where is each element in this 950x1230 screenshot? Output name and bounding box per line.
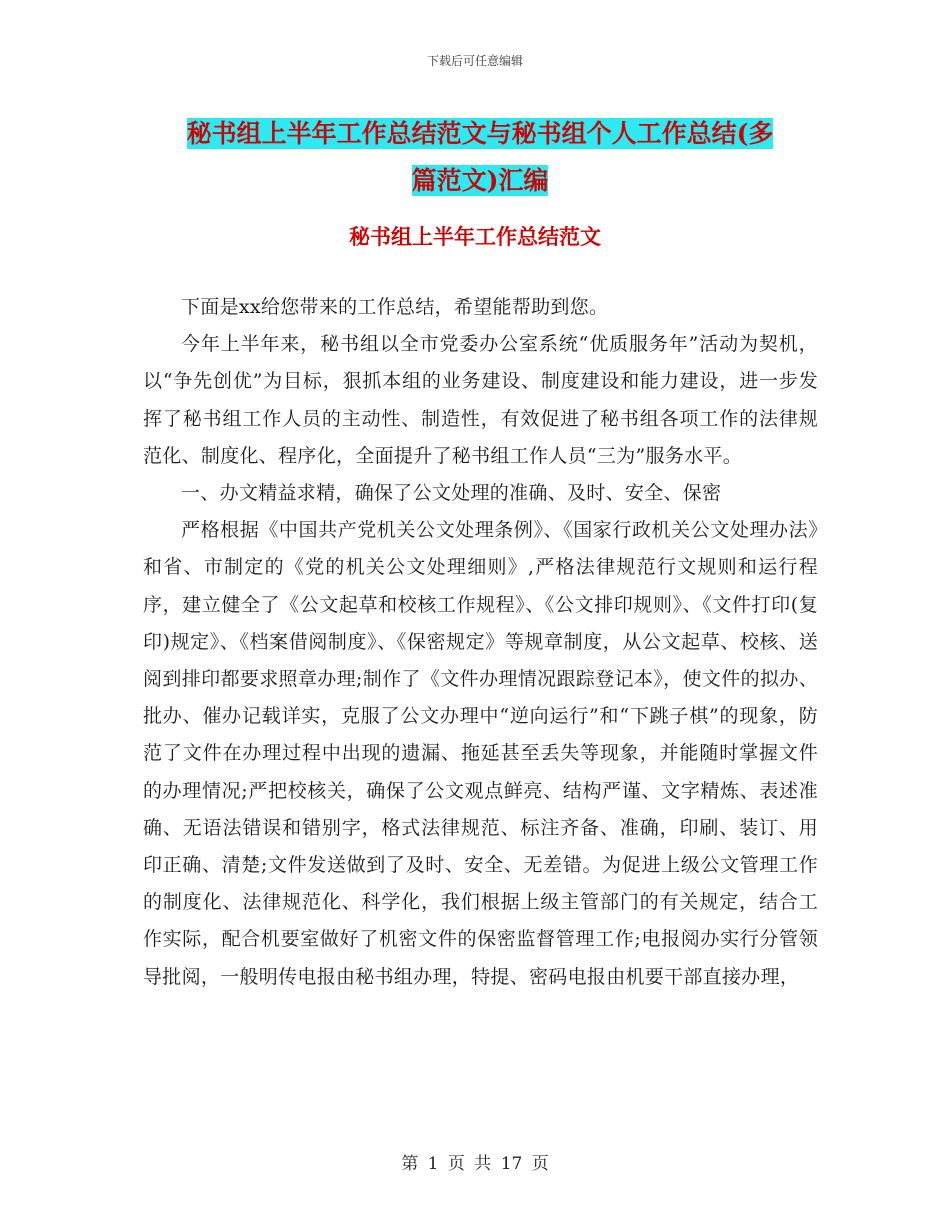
paragraph-overview: 今年上半年来，秘书组以全市党委办公室系统“优质服务年”活动为契机，以“争先创优”为目标，狠抓本组的业务建设、制度建设和能力建设，进一步发挥了秘书组工作人员的主动性、制造性，有效促进了秘书组各项工作的法律规范化、制度化、程序化，全面提升了秘书组工作人员“三为”服务水平。: [143, 333, 818, 467]
document-title-line-2: 篇范文)汇编: [411, 166, 549, 195]
document-title-line-1: 秘书组上半年工作总结范文与秘书组个人工作总结(多: [186, 119, 774, 148]
page-footer-number: 第 1 页 共 17 页: [401, 1154, 549, 1174]
page-header-note: 下载后可任意编辑: [426, 54, 523, 68]
document-title: [140, 110, 820, 204]
paragraph-document-handling: 严格根据《中国共产党机关公文处理条例》、《国家行政机关公文处理办法》和省、市制定的《党的机关公文处理细则》,严格法律规范行文规则和运行程序，建立健全了《公文起草和校核工作规程》、《公文排印规则》、《文件打印(复印)规定》、《档案借阅制度》、《保密规定》等规章制度，从公文起草、校核、送阅到排印都要求照章办理;制作了《文件办理情况跟踪登记本》，使文件的拟办、批办、催办记载详实，克服了公文办理中“逆向运行”和“下跳子棋”的现象，防范了文件在办理过程中出现的遗漏、拖延甚至丢失等现象，并能随时掌握文件的办理情况;严把校核关，确保了公文观点鲜亮、结构严谨、文字精炼、表述准确、无语法错误和错别字，格式法律规范、标注齐备、准确，印刷、装订、用印正确、清楚;文件发送做到了及时、安全、无差错。为促进上级公文管理工作的制度化、法律规范化、科学化，我们根据上级主管部门的有关规定，结合工作实际，配合机要室做好了机密文件的保密监督管理工作;电报阅办实行分管领导批阅，一般明传电报由秘书组办理，特提、密码电报由机要干部直接办理，: [143, 519, 818, 988]
paragraph-heading-1: 一、办文精益求精，确保了公文处理的准确、及时、安全、保密: [181, 482, 722, 505]
paragraph-intro: 下面是xx给您带来的工作总结，希望能帮助到您。: [181, 296, 609, 318]
section-title: 秘书组上半年工作总结范文: [349, 224, 601, 249]
document-body: [143, 289, 818, 996]
